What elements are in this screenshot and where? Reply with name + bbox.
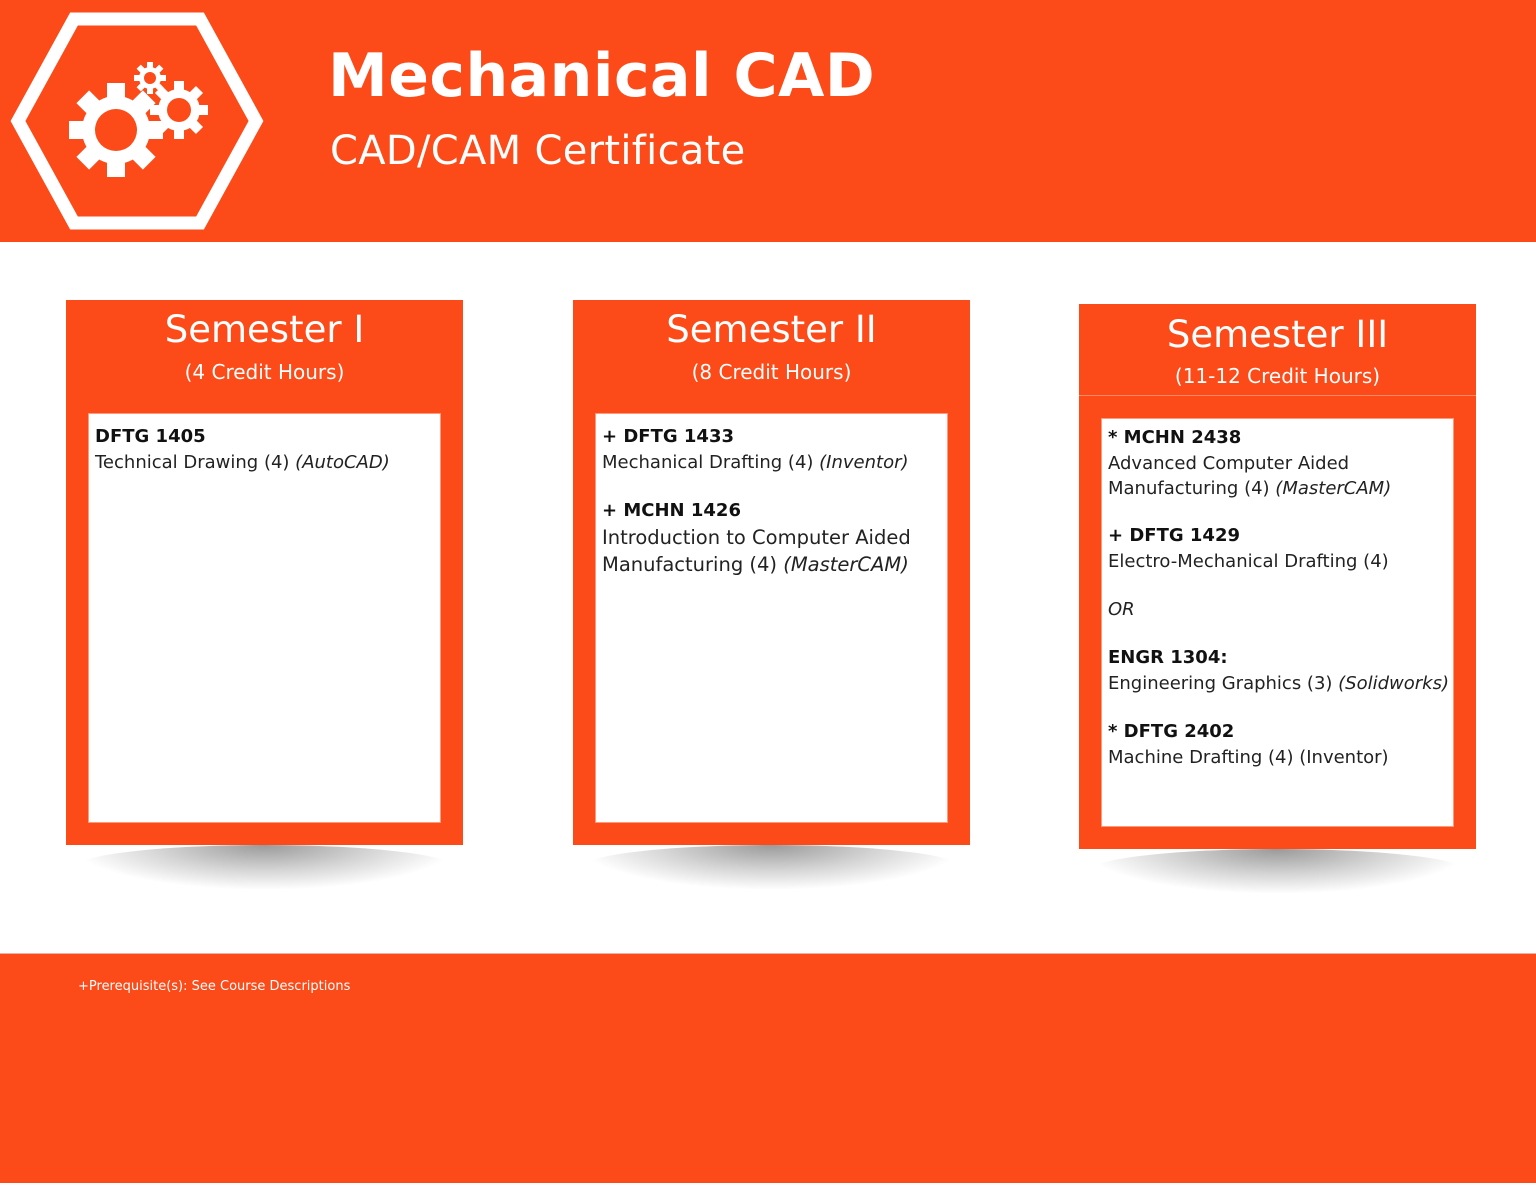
card-shadow	[1089, 849, 1466, 893]
semester-card-3	[1079, 304, 1476, 849]
course-code: DFTG 1405	[95, 426, 206, 447]
course-name-line1: Introduction to Computer Aided	[602, 526, 911, 549]
course-software: (MasterCAM)	[1275, 478, 1392, 499]
course-list	[88, 413, 441, 823]
course-list	[595, 413, 948, 823]
card-shadow	[76, 845, 453, 889]
course-code: * MCHN 2438	[1108, 427, 1242, 448]
course-code: * DFTG 2402	[1108, 721, 1235, 742]
card-shadow	[583, 845, 960, 889]
semester-card-2	[573, 300, 970, 845]
course-name: Mechanical Drafting (4) (Inventor)	[602, 452, 909, 473]
course-code: + DFTG 1429	[1108, 525, 1241, 546]
course-software: (MasterCAM)	[783, 553, 909, 576]
course-item	[1108, 719, 1453, 771]
semester-title: Semester I	[164, 308, 365, 351]
course-item	[602, 498, 947, 578]
semester-credit-hours: (4 Credit Hours)	[184, 360, 345, 384]
page-subtitle: CAD/CAM Certificate	[330, 128, 746, 174]
course-name: Manufacturing (4) (MasterCAM)	[602, 553, 909, 576]
course-item	[1108, 645, 1453, 697]
prerequisite-footnote: +Prerequisite(s): See Course Descriptions	[78, 979, 351, 994]
course-name: Engineering Graphics (3) (Solidworks)	[1108, 673, 1450, 694]
course-name: Technical Drawing (4) (AutoCAD)	[95, 452, 390, 473]
course-code: + MCHN 1426	[602, 500, 741, 521]
course-name: Machine Drafting (4) (Inventor)	[1108, 747, 1389, 768]
page-title: Mechanical CAD	[328, 41, 876, 111]
semester-credit-hours: (8 Credit Hours)	[691, 360, 852, 384]
course-name: Manufacturing (4) (MasterCAM)	[1108, 478, 1392, 499]
course-code: ENGR 1304:	[1108, 647, 1228, 668]
course-software: (Inventor)	[819, 452, 909, 473]
course-name-line1: Advanced Computer Aided	[1108, 453, 1350, 474]
header-divider	[1079, 395, 1476, 396]
gears-in-hexagon-icon	[10, 12, 264, 230]
semester-title: Semester III	[1166, 313, 1389, 356]
semester-title: Semester II	[666, 308, 877, 351]
semester-credit-hours: (11-12 Credit Hours)	[1174, 364, 1381, 388]
or-label: OR	[1108, 599, 1135, 620]
course-item	[95, 424, 440, 476]
course-item	[1108, 523, 1453, 575]
course-software: (Solidworks)	[1338, 673, 1450, 694]
course-list	[1101, 418, 1454, 827]
course-name: Electro-Mechanical Drafting (4)	[1108, 551, 1389, 572]
course-item	[1108, 425, 1453, 501]
course-code: + DFTG 1433	[602, 426, 735, 447]
course-software: (AutoCAD)	[295, 452, 390, 473]
semester-card-1	[66, 300, 463, 845]
course-item	[602, 424, 947, 476]
header-banner	[0, 0, 1536, 242]
footer-banner	[0, 953, 1536, 1183]
